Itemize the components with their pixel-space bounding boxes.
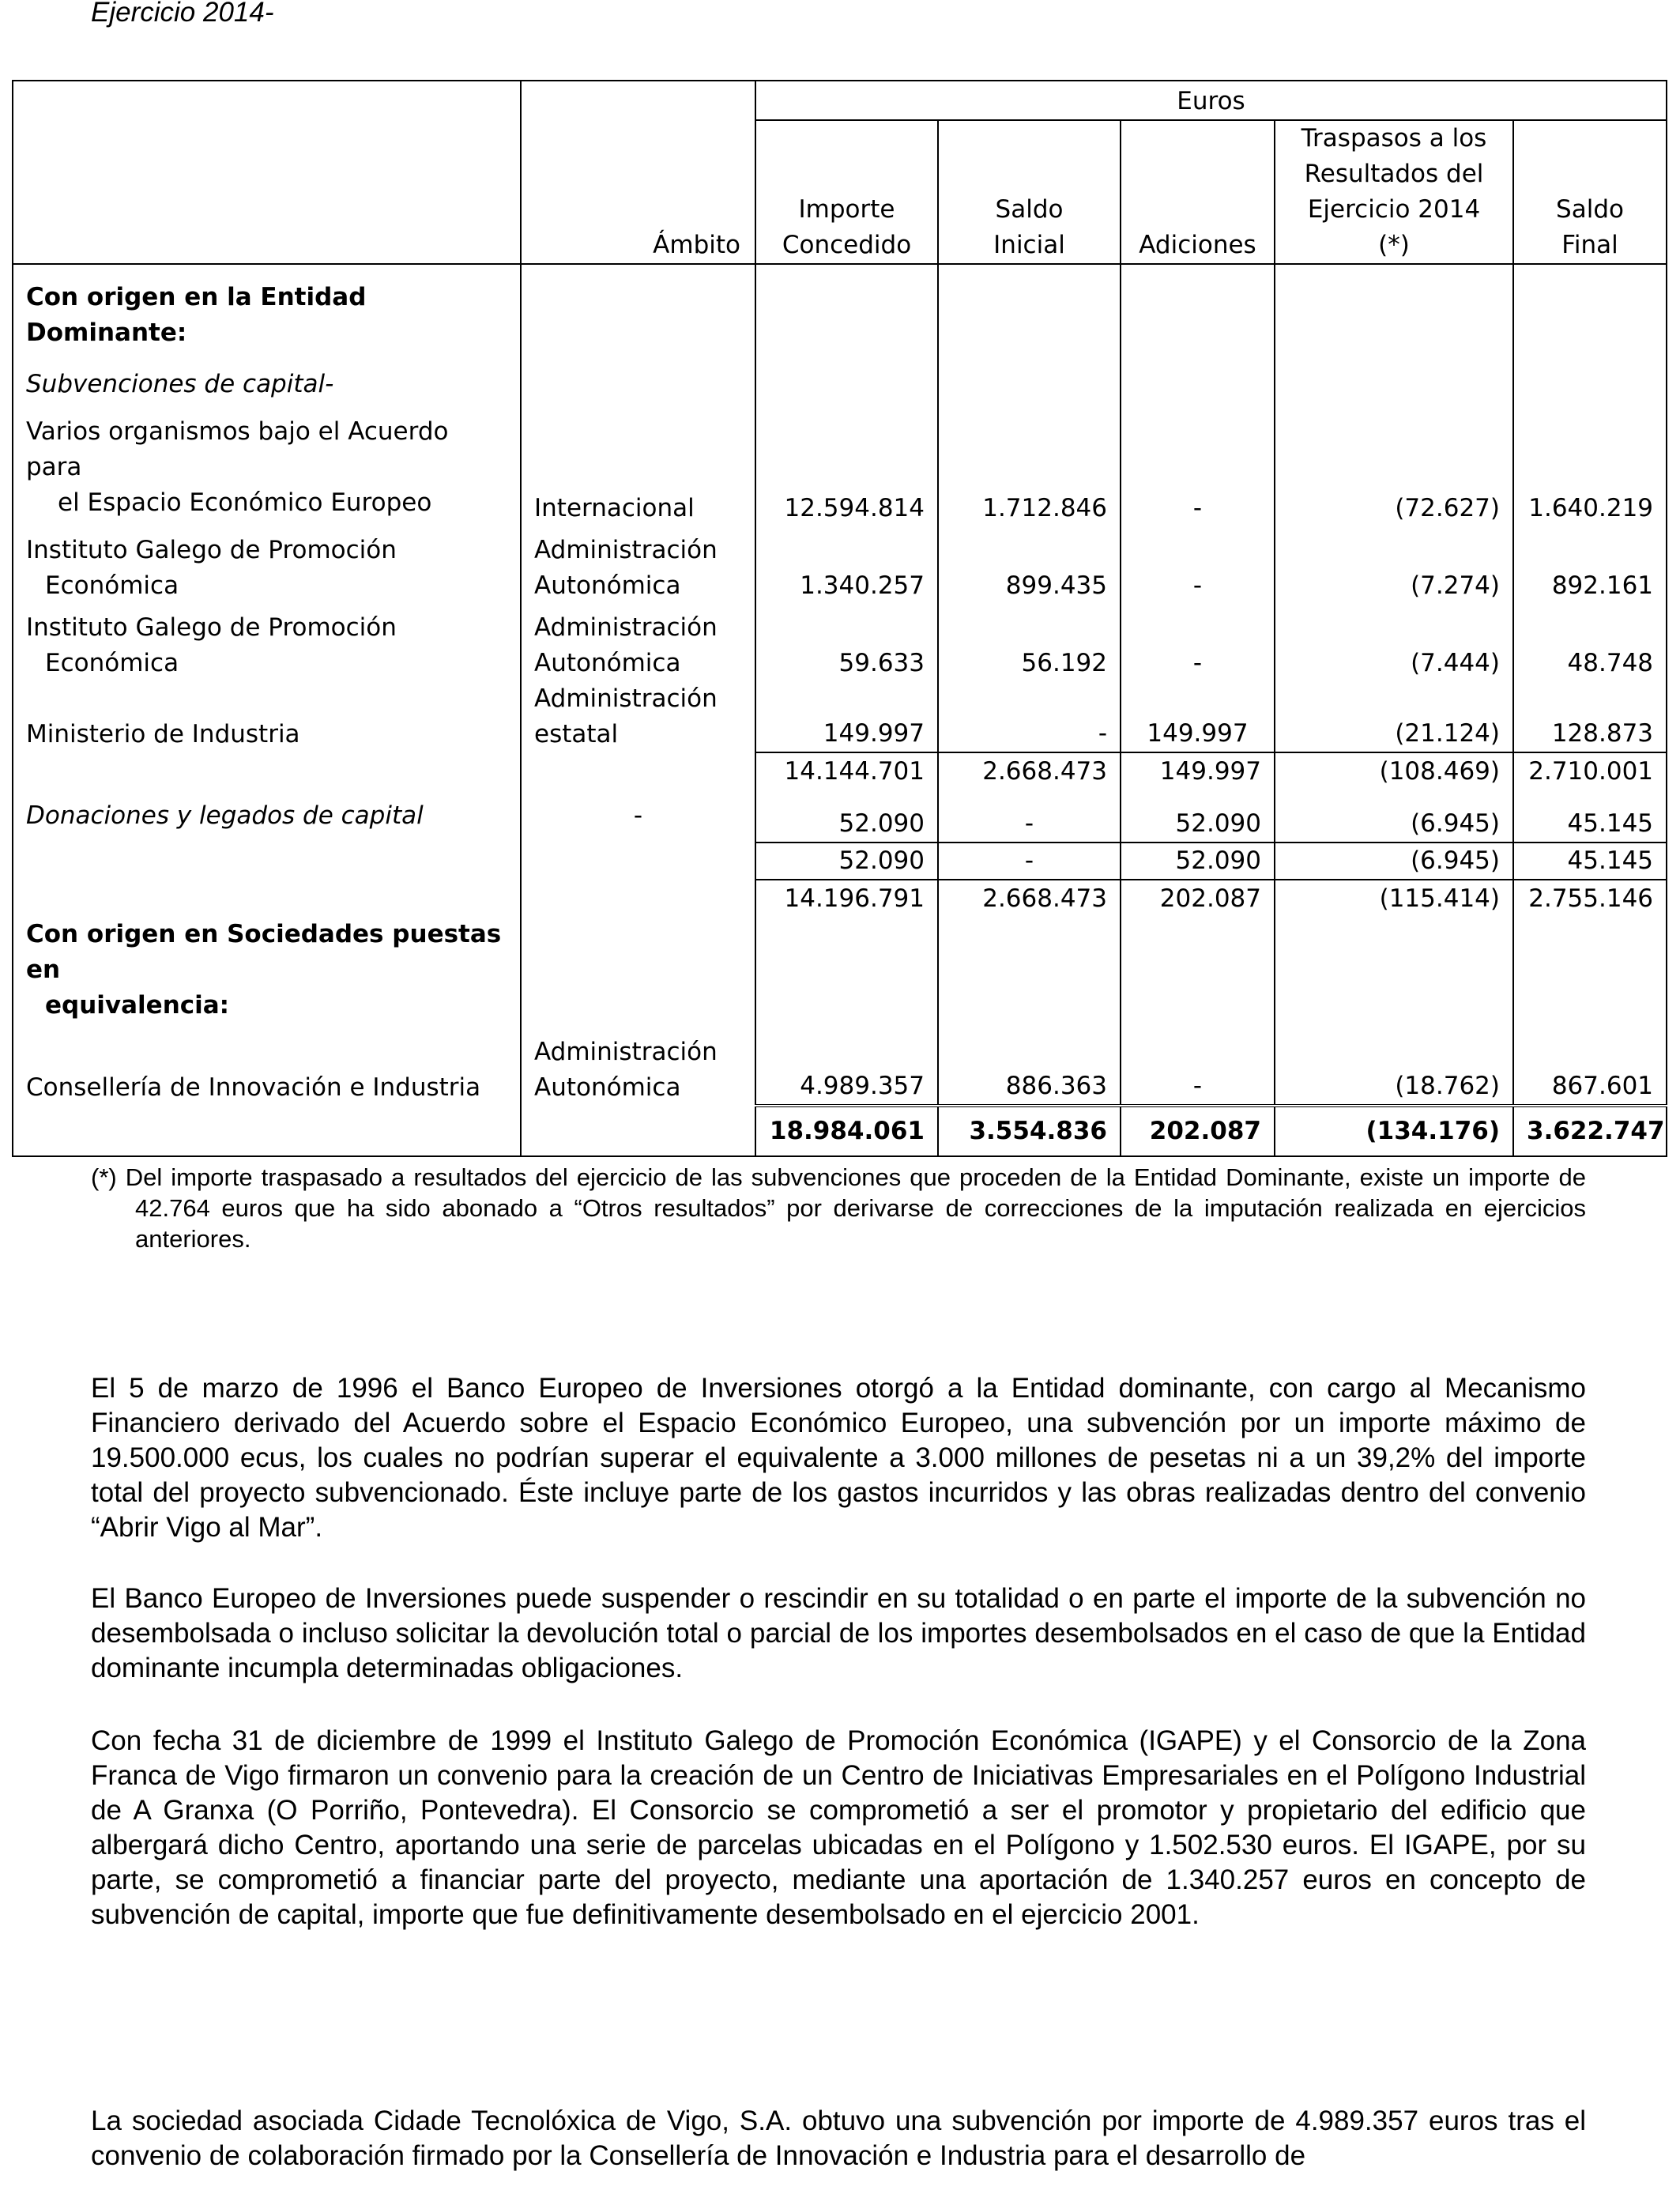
table-row: Varios organismos bajo el Acuerdo para el Espacio Económico Europeo Internacional 12.594.814 1.712.846 - (72.627) 1.640.219 <box>13 402 1667 526</box>
table-row: Instituto Galego de Promoción Económica Administración Autonómica 59.633 56.192 - (7.444) 48.748 <box>13 604 1667 681</box>
subtotal-row: 14.196.791 2.668.473 202.087 (115.414) 2.755.146 <box>13 880 1667 917</box>
table-row: Ministerio de Industria Administración estatal 149.997 - 149.997 (21.124) 128.873 <box>13 681 1667 752</box>
header-adiciones: Adiciones <box>1121 120 1275 264</box>
table-row: Instituto Galego de Promoción Económica Administración Autonómica 1.340.257 899.435 - (7.274) 892.161 <box>13 526 1667 604</box>
table-footnote: (*) Del importe traspasado a resultados del ejercicio de las subvenciones que proceden de la Entidad Dominante, existe un importe de 42.764 euros que ha sido abonado a “Otros resultados” por derivarse de correcciones de la imputación realizada en ejercicios anteriores. <box>91 1163 1586 1253</box>
subsection-subvenciones: Subvenciones de capital- <box>13 351 1667 402</box>
total-row: 18.984.061 3.554.836 202.087 (134.176) 3.622.747 <box>13 1106 1667 1156</box>
table-row: Consellería de Innovación e Industria Administración Autonómica 4.989.357 886.363 - (18.762) 867.601 <box>13 1023 1667 1106</box>
subtotal-row: 52.090 - 52.090 (6.945) 45.145 <box>13 843 1667 880</box>
header-saldo-inicial: Saldo Inicial <box>938 120 1121 264</box>
paragraph-1: El 5 de marzo de 1996 el Banco Europeo de Inversiones otorgó a la Entidad dominante, con cargo al Mecanismo Financiero derivado del Acuerdo sobre el Espacio Económico Europeo, una subvención por un importe máximo de 19.500.000 ecus, los cuales no podrían superar el equivalente a 3.000 millones de pesetas ni a un 39,2% del importe total del proyecto subvencionado. Éste incluye parte de los gastos incurridos y las obras realizadas dentro del convenio “Abrir Vigo al Mar”. <box>91 1373 1586 1543</box>
section-heading: Ejercicio 2014- <box>91 0 274 28</box>
subtotal-row: 14.144.701 2.668.473 149.997 (108.469) 2.710.001 <box>13 752 1667 790</box>
header-border-row <box>13 264 1667 280</box>
paragraph-2: El Banco Europeo de Inversiones puede suspender o rescindir en su totalidad o en parte el importe de la subvención no desembolsada o incluso solicitar la devolución total o parcial de los importes desembolsados en el caso de que la Entidad dominante incumpla determinadas obligaciones. <box>91 1583 1586 1683</box>
subsidies-table <box>12 80 1667 1157</box>
table-row: Donaciones y legados de capital - 52.090 - 52.090 (6.945) 45.145 <box>13 790 1667 843</box>
header-row-euros <box>13 81 1667 120</box>
header-euros: Euros <box>755 81 1667 120</box>
section-sociedades-equivalencia: Con origen en Sociedades puestas en equivalencia: <box>13 917 1667 1023</box>
paragraph-4: La sociedad asociada Cidade Tecnolóxica de Vigo, S.A. obtuvo una subvención por importe de 4.989.357 euros tras el convenio de colaboración firmado por la Consellería de Innovación e Industria para el desarrollo de <box>91 2105 1586 2171</box>
section-entidad-dominante: Con origen en la Entidad Dominante: <box>13 280 1667 351</box>
header-saldo-final: Saldo Final <box>1513 120 1667 264</box>
header-traspasos: Traspasos a los Resultados del Ejercicio 2014 (*) <box>1275 120 1513 264</box>
header-importe: Importe Concedido <box>755 120 938 264</box>
header-ambito: Ámbito <box>521 81 755 264</box>
paragraph-3: Con fecha 31 de diciembre de 1999 el Instituto Galego de Promoción Económica (IGAPE) y el Consorcio de la Zona Franca de Vigo firmaron un convenio para la creación de un Centro de Iniciativas Empresariales en el Polígono Industrial de A Granxa (O Porriño, Pontevedra). El Consorcio se comprometió a ser el promotor y propietario del edificio que albergará dicho Centro, aportando una serie de parcelas ubicadas en el Polígono y 1.502.530 euros. El IGAPE, por su parte, se comprometió a financiar parte del proyecto, mediante una aportación de 1.340.257 euros en concepto de subvención de capital, importe que fue definitivamente desembolsado en el ejercicio 2001. <box>91 1725 1586 1930</box>
header-blank <box>13 81 521 264</box>
